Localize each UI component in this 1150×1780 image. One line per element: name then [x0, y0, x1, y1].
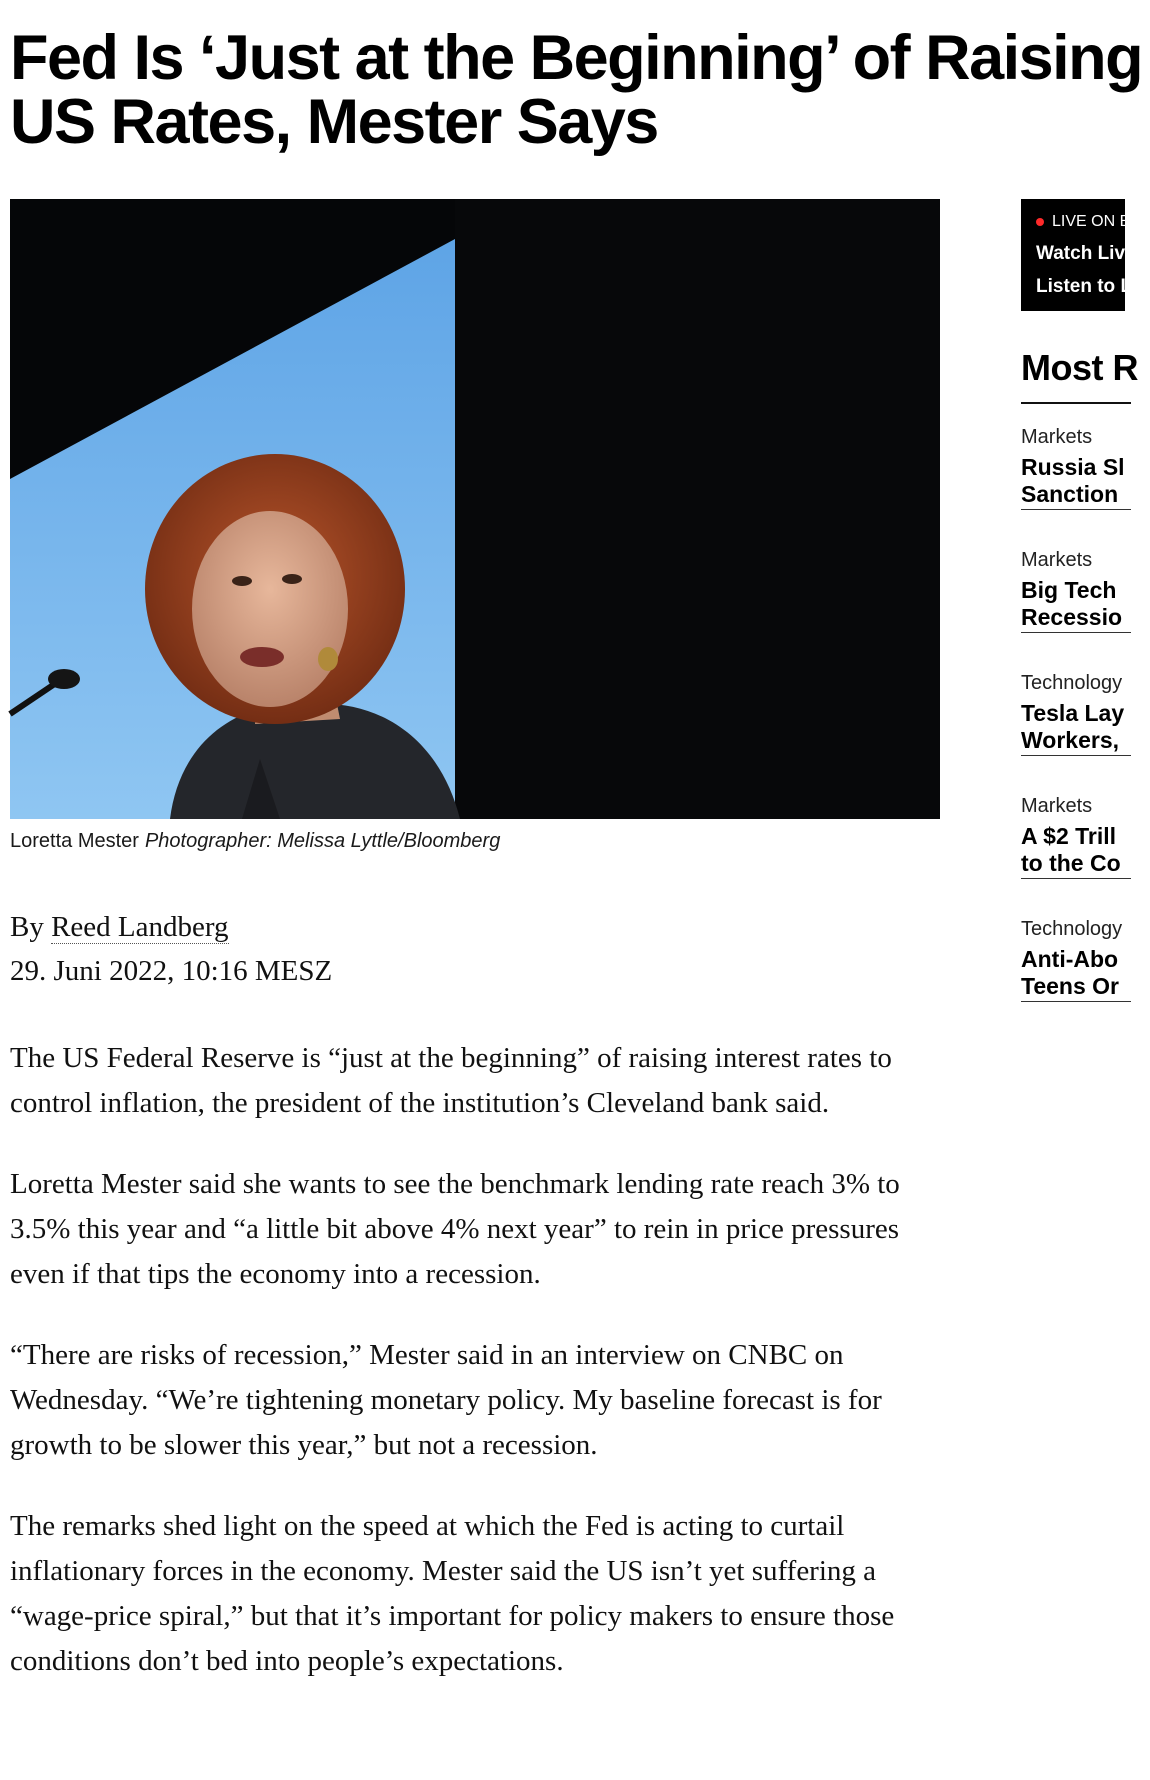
live-tag-label: LIVE ON B	[1052, 213, 1131, 230]
story-title[interactable]	[1021, 577, 1122, 631]
paragraph-2: Loretta Mester said she wants to see the benchmark lending rate reach 3% to 3.5% this year and “a little bit above 4% next year” to rein in price pressures even if that tips the economy into a recession.	[10, 1168, 900, 1290]
most-read-heading: Most R	[1021, 347, 1138, 388]
paragraph-1: The US Federal Reserve is “just at the beginning” of raising interest rates to control inflation, the president of the institution’s Cleveland bank said.	[10, 1042, 892, 1119]
story-category: Technology	[1021, 918, 1123, 940]
story-category: Markets	[1021, 426, 1093, 448]
paragraph-3: “There are risks of recession,” Mester said in an interview on CNBC on Wednesday. “We’re tightening monetary policy. My baseline forecast is for growth to be slower this year,” but not a recession.	[10, 1339, 882, 1461]
most-read-item[interactable]	[1021, 527, 1131, 633]
most-read-item[interactable]	[1021, 773, 1131, 879]
byline	[10, 905, 332, 993]
live-dot-icon	[1036, 218, 1044, 226]
paragraph-4: The remarks shed light on the speed at which the Fed is acting to curtail inflationary forces in the economy. Mester said the US isn’t yet suffering a “wage-price spiral,” but that it’s important for policy makers to ensure those conditions don’t bed into people’s expectations.	[10, 1510, 895, 1677]
story-title-line: to the Co	[1021, 850, 1121, 876]
caption-credit: Photographer: Melissa Lyttle/Bloomberg	[144, 830, 501, 852]
most-read-item[interactable]	[1021, 404, 1131, 510]
listen-live-link[interactable]: Listen to L	[1036, 276, 1133, 297]
live-tag	[1036, 213, 1130, 231]
photo-illustration	[10, 199, 940, 819]
headline-line-1: Fed Is ‘Just at the Beginning’ of Raising	[10, 23, 1143, 93]
headline-line-2: US Rates, Mester Says	[10, 87, 658, 157]
author-link[interactable]: Reed Landberg	[51, 911, 229, 943]
story-title-line: Recessio	[1021, 604, 1123, 630]
story-title-line: Teens Or	[1021, 973, 1119, 999]
story-title[interactable]	[1021, 700, 1124, 754]
right-rail	[1021, 199, 1138, 1029]
most-read-item[interactable]	[1021, 896, 1131, 1002]
publish-date: 29. Juni 2022, 10:16 MESZ	[10, 955, 333, 987]
story-title-line: Russia Sl	[1021, 454, 1125, 480]
story-title[interactable]	[1021, 946, 1119, 1000]
story-title-line: Anti-Abo	[1021, 946, 1119, 972]
watch-live-link[interactable]: Watch Live	[1036, 243, 1136, 264]
story-title-line: Workers,	[1021, 727, 1120, 753]
live-box	[1021, 199, 1136, 311]
article-body	[10, 1036, 950, 1720]
story-title-line: Tesla Lay	[1021, 700, 1125, 726]
story-category: Markets	[1021, 795, 1093, 817]
most-read-item[interactable]	[1021, 650, 1131, 756]
story-title[interactable]	[1021, 823, 1121, 877]
story-title-line: Big Tech	[1021, 577, 1117, 603]
caption-subject: Loretta Mester	[10, 830, 139, 852]
story-category: Markets	[1021, 549, 1093, 571]
byline-prefix: By	[10, 911, 44, 943]
photo-caption	[10, 830, 500, 853]
article-headline	[10, 23, 1150, 157]
story-category: Technology	[1021, 672, 1123, 694]
story-title[interactable]	[1021, 454, 1125, 508]
hero-photo	[10, 199, 940, 819]
story-title-line: Sanction	[1021, 481, 1119, 507]
story-title-line: A $2 Trill	[1021, 823, 1117, 849]
